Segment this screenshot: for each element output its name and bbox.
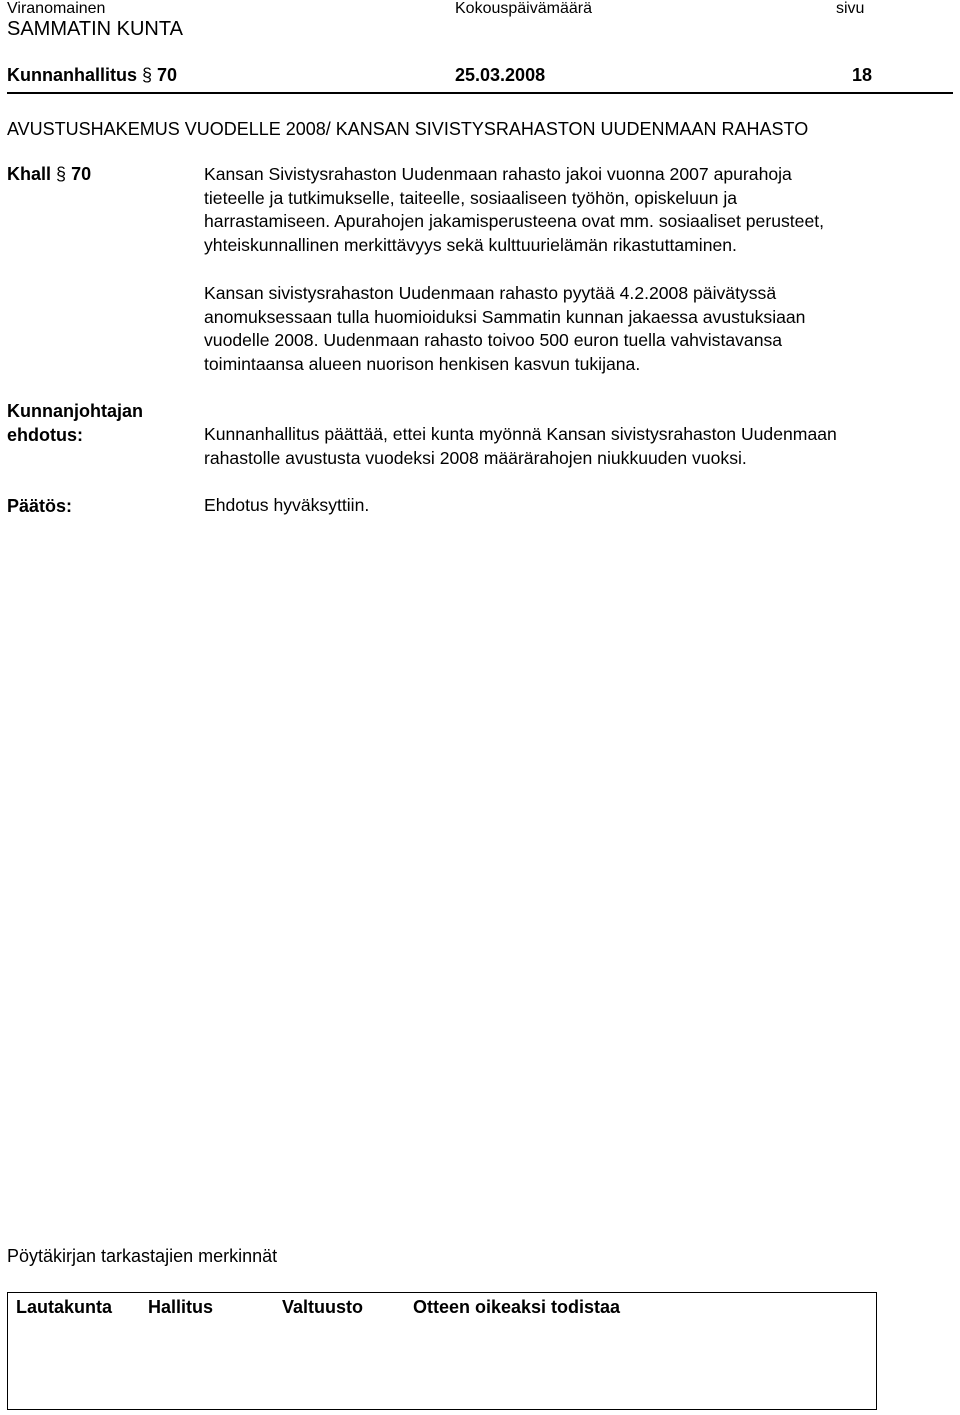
decision-label: Päätös:	[7, 496, 73, 516]
footer-column-certification: Otteen oikeaksi todistaa	[413, 1297, 621, 1317]
header-section-symbol: §	[142, 65, 153, 85]
paragraph-line: vuodelle 2008. Uudenmaan rahasto toivoo 500 euron tuella vahvistavansa	[204, 330, 783, 350]
header-section-number: 70	[157, 65, 178, 85]
paragraph-line: Kansan Sivistysrahaston Uudenmaan rahasto jakoi vuonna 2007 apurahoja	[204, 164, 792, 184]
paragraph-request	[204, 282, 944, 376]
header-page-number: 18	[852, 65, 873, 85]
header-body: Kunnanhallitus	[7, 65, 137, 85]
footer-title: Pöytäkirjan tarkastajien merkinnät	[7, 1246, 278, 1266]
paragraph-line: harrastamiseen. Apurahojen jakamisperusteena ovat mm. sosiaaliset perusteet,	[204, 211, 825, 231]
proposal-label	[7, 399, 143, 447]
footer-column-valtuusto: Valtuusto	[282, 1297, 364, 1317]
proposal-label-line: ehdotus:	[7, 425, 83, 445]
organization-name: SAMMATIN KUNTA	[7, 18, 183, 40]
header-label-authority: Viranomainen	[7, 0, 106, 17]
proposal-text	[204, 423, 944, 470]
footer-column-hallitus: Hallitus	[148, 1297, 214, 1317]
paragraph-background	[204, 163, 944, 257]
proposal-line: rahastolle avustusta vuodeksi 2008 määrärahojen niukkuuden vuoksi.	[204, 447, 747, 468]
footer-column-lautakunta: Lautakunta	[16, 1297, 113, 1317]
header-date: 25.03.2008	[455, 65, 546, 85]
proposal-label-line: Kunnanjohtajan	[7, 401, 143, 421]
header-label-page: sivu	[836, 0, 865, 17]
proposal-line: Kunnanhallitus päättää, ettei kunta myönnä Kansan sivistysrahaston Uudenmaan	[204, 424, 837, 444]
case-prefix: Khall	[7, 164, 52, 184]
case-section-symbol: §	[56, 164, 67, 184]
paragraph-line: tieteelle ja tutkimukselle, taiteelle, sosiaaliseen työhön, opiskeluun ja	[204, 187, 738, 208]
case-reference	[7, 162, 91, 186]
header-body-section	[7, 64, 177, 86]
header-label-meeting-date: Kokouspäivämäärä	[455, 0, 592, 17]
paragraph-line: Kansan sivistysrahaston Uudenmaan rahasto pyytää 4.2.2008 päivätyssä	[204, 283, 777, 303]
header-rule	[7, 92, 953, 94]
document-title: AVUSTUSHAKEMUS VUODELLE 2008/ KANSAN SIVISTYSRAHASTON UUDENMAAN RAHASTO	[7, 119, 809, 139]
paragraph-line: toimintaansa alueen nuorison henkisen kasvun tukijana.	[204, 353, 641, 374]
paragraph-line: anomuksessaan tulla huomioiduksi Sammatin kunnan jakaessa avustuksiaan	[204, 306, 806, 327]
paragraph-line: yhteiskunnallinen merkittävyys sekä kulttuurielämän rikastuttaminen.	[204, 234, 737, 255]
case-number: 70	[71, 164, 92, 184]
decision-text: Ehdotus hyväksyttiin.	[204, 495, 370, 515]
